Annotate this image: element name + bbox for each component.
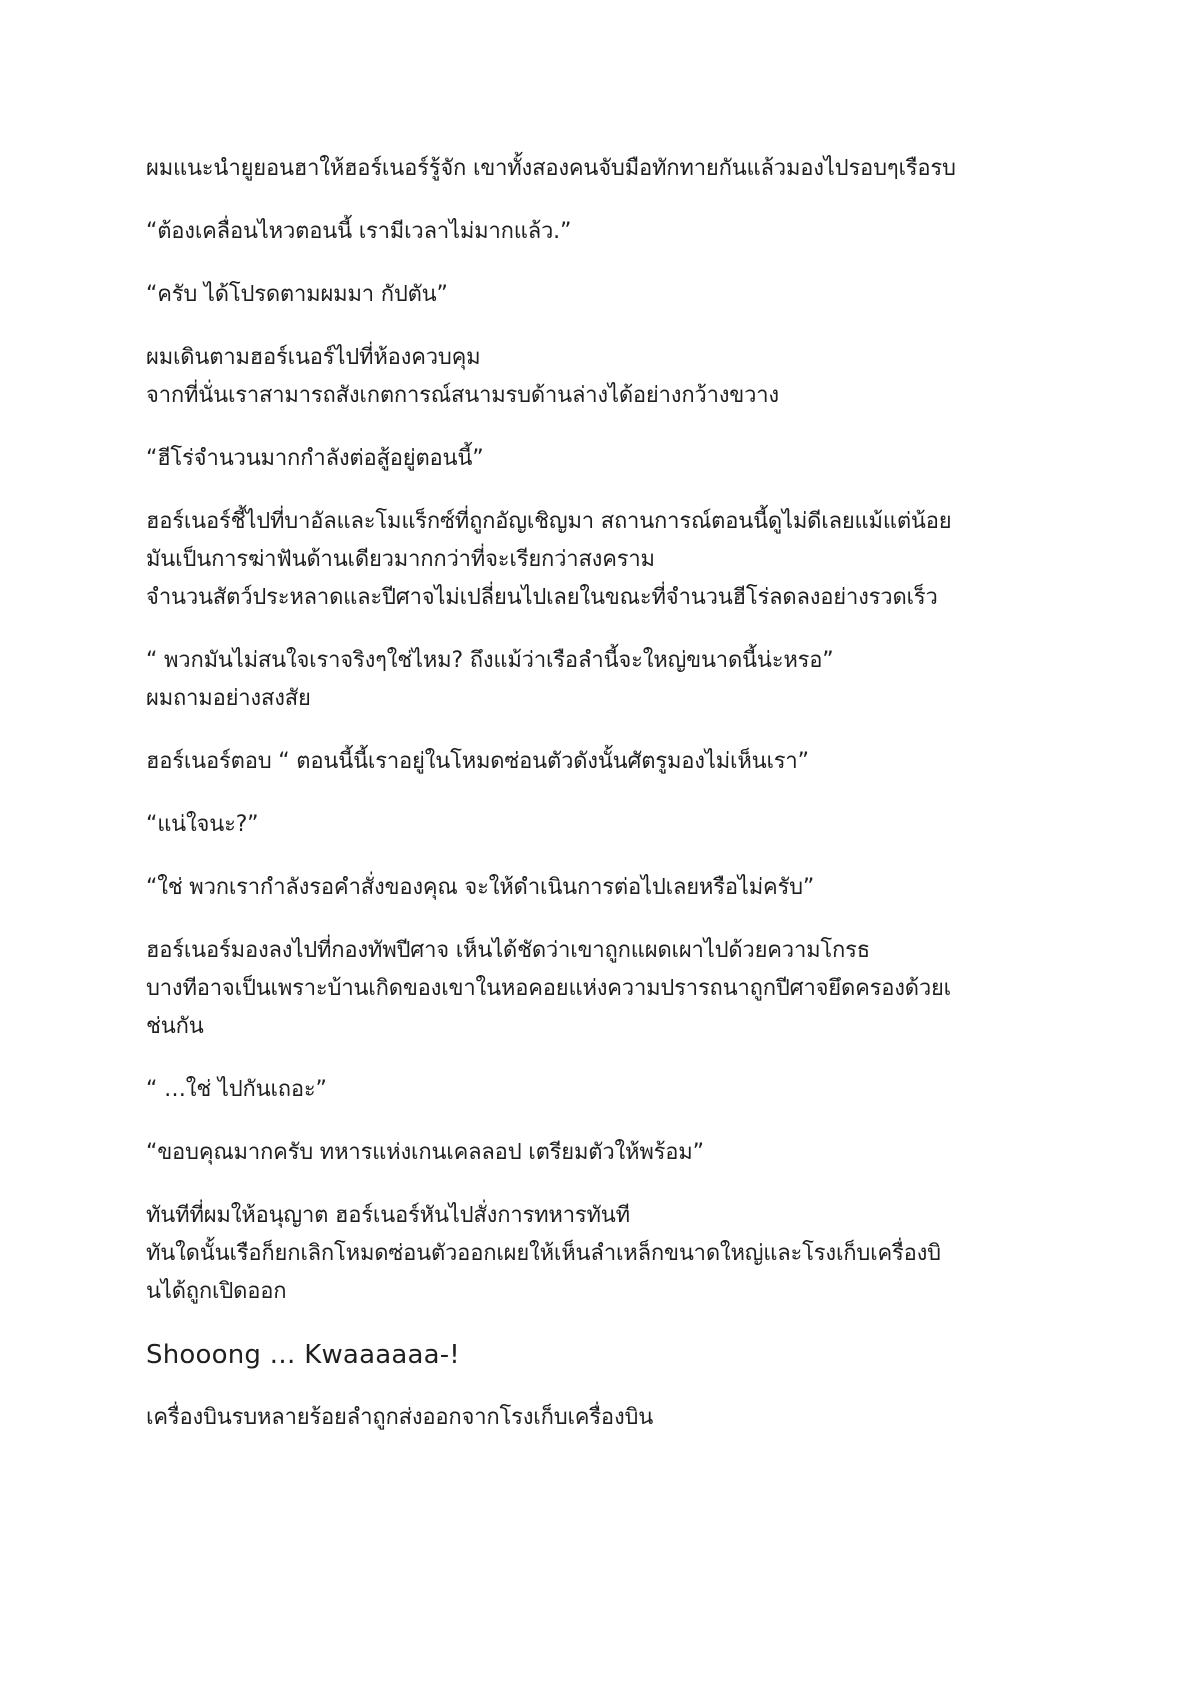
text-line: ช่นกัน	[146, 1014, 204, 1039]
text-line: ทันทีที่ผมให้อนุญาต ฮอร์เนอร์หันไปสั่งการทหารทันที	[146, 1203, 630, 1228]
text-line: มันเป็นการฆ่าฟันด้านเดียวมากกว่าที่จะเรียกว่าสงคราม	[146, 547, 655, 572]
paragraph-14	[146, 1197, 1090, 1311]
text-line: ทันใดนั้นเรือก็ยกเลิกโหมดซ่อนตัวออกเผยให้เห็นลำเหล็กขนาดใหญ่และโรงเก็บเครื่องบิ	[146, 1241, 941, 1266]
paragraph-13	[146, 1134, 1090, 1172]
paragraph-8	[146, 743, 1090, 781]
text-line: “ใช่ พวกเรากำลังรอคำสั่งของคุณ จะให้ดำเนินการต่อไปเลยหรือไม่ครับ”	[146, 875, 815, 900]
text-line: “ พวกมันไม่สนใจเราจริงๆใช่ไหม? ถึงแม้ว่าเรือลำนี้จะใหญ่ขนาดนี้น่ะหรอ”	[146, 648, 834, 673]
text-line: “ต้องเคลื่อนไหวตอนนี้ เรามีเวลาไม่มากแล้ว.”	[146, 219, 572, 244]
sound-effect-paragraph	[146, 1336, 1090, 1374]
text-line: ฮอร์เนอร์ชี้ไปที่บาอัลและโมแร็กซ์ที่ถูกอัญเชิญมา สถานการณ์ตอนนี้ดูไม่ดีเลยแม้แต่น้อย	[146, 509, 952, 534]
text-line: Shooong … Kwaaaaaa-!	[146, 1340, 460, 1370]
paragraph-1	[146, 150, 1090, 188]
text-line: จำนวนสัตว์ประหลาดและปีศาจไม่เปลี่ยนไปเลยในขณะที่จำนวนฮีโร่ลดลงอย่างรวดเร็ว	[146, 585, 938, 610]
paragraph-4	[146, 339, 1090, 415]
paragraph-5	[146, 440, 1090, 478]
text-line: “แน่ใจนะ?”	[146, 812, 259, 837]
text-line: จากที่นั่นเราสามารถสังเกตการณ์สนามรบด้านล่างได้อย่างกว้างขวาง	[146, 383, 779, 408]
text-line: ผมถามอย่างสงสัย	[146, 686, 311, 711]
text-line: ฮอร์เนอร์มองลงไปที่กองทัพปีศาจ เห็นได้ชัดว่าเขาถูกแผดเผาไปด้วยความโกรธ	[146, 938, 870, 963]
paragraph-3	[146, 276, 1090, 314]
text-line: เครื่องบินรบหลายร้อยลำถูกส่งออกจากโรงเก็บเครื่องบิน	[146, 1405, 654, 1430]
text-line: ฮอร์เนอร์ตอบ “ ตอนนี้นี้เราอยู่ในโหมดซ่อนตัวดังนั้นศัตรูมองไม่เห็นเรา”	[146, 749, 809, 774]
text-line: ผมแนะนำยูยอนฮาให้ฮอร์เนอร์รู้จัก เขาทั้งสองคนจับมือทักทายกันแล้วมองไปรอบๆเรือรบ	[146, 156, 956, 181]
paragraph-10	[146, 869, 1090, 907]
text-line: บางทีอาจเป็นเพราะบ้านเกิดของเขาในหอคอยแห่งความปรารถนาถูกปีศาจยึดครองด้วยเ	[146, 976, 952, 1001]
paragraph-9	[146, 806, 1090, 844]
paragraph-16	[146, 1399, 1090, 1437]
text-line: “ขอบคุณมากครับ ทหารแห่งเกนเคลลอป เตรียมตัวให้พร้อม”	[146, 1140, 704, 1165]
text-line: นได้ถูกเปิดออก	[146, 1279, 287, 1304]
text-line: “ครับ ได้โปรดตามผมมา กัปตัน”	[146, 282, 448, 307]
paragraph-2	[146, 213, 1090, 251]
text-line: “ …ใช่ ไปกันเถอะ”	[146, 1077, 327, 1102]
paragraph-12	[146, 1071, 1090, 1109]
text-line: “ฮีโร่จำนวนมากกำลังต่อสู้อยู่ตอนนี้”	[146, 446, 484, 471]
text-line: ผมเดินตามฮอร์เนอร์ไปที่ห้องควบคุม	[146, 345, 481, 370]
paragraph-7	[146, 642, 1090, 718]
paragraph-6	[146, 503, 1090, 617]
paragraph-11	[146, 932, 1090, 1046]
